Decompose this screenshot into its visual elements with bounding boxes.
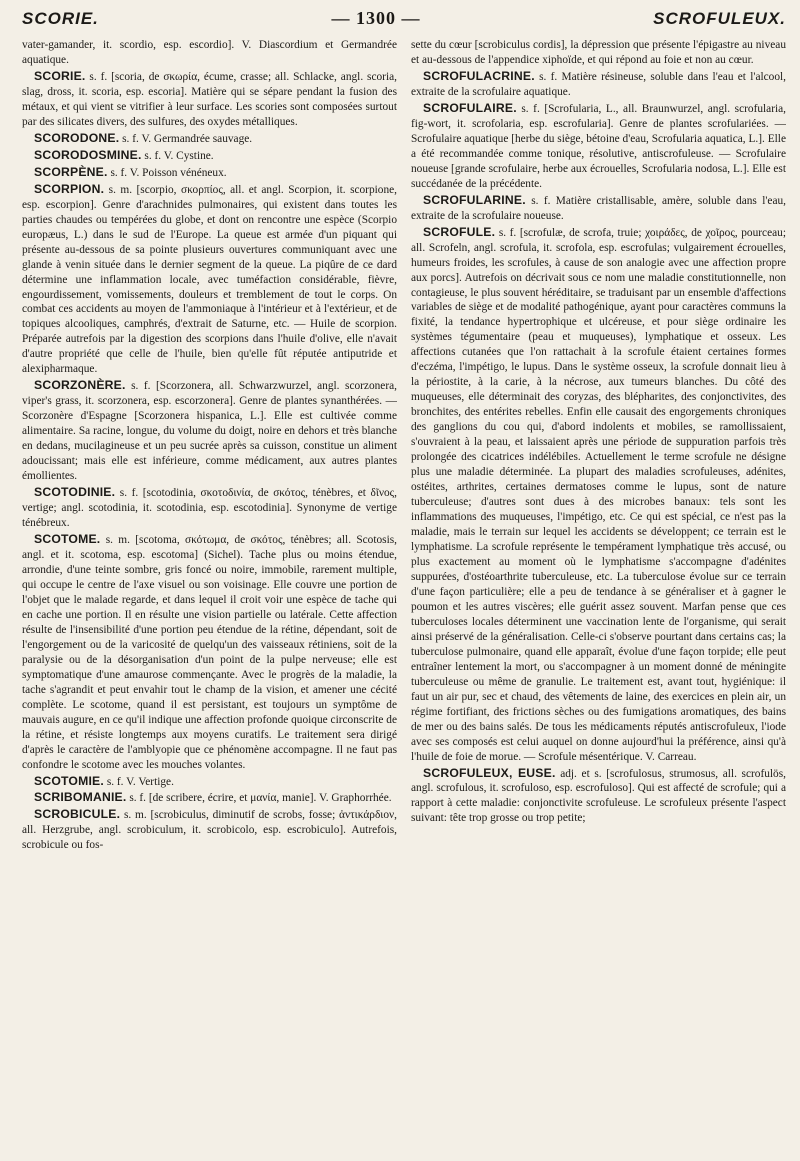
- entry-text: vater-gamander, it. scordio, esp. escordio]. V. Diascordium et Germandrée aquatique.: [22, 39, 397, 66]
- dictionary-entry: [22, 789, 397, 806]
- entry-text: s. f. Matière cristallisable, amère, soluble dans l'eau, extraite de la scrofulaire noueuse.: [411, 194, 786, 222]
- dictionary-entry: [22, 147, 397, 164]
- entry-headword: SCOTODINIE.: [34, 485, 116, 500]
- entry-headword: SCORODOSMINE.: [34, 147, 142, 162]
- entry-text: s. f. [scotodinia, σκοτοδινία, de σκότος, ténèbres, et δῖνος, vertige; angl. scotodinia, it. scotodinia, esp. escotodinia]. Synonyme de vertige ténébreux.: [22, 487, 397, 530]
- dictionary-entry: [411, 765, 786, 827]
- entry-headword: SCROFULAIRE.: [423, 100, 517, 115]
- header-left-word: SCORIE.: [22, 9, 99, 28]
- entry-headword: SCORZONÈRE.: [34, 378, 126, 393]
- dictionary-entry: [22, 484, 397, 531]
- dictionary-entry: [411, 192, 786, 224]
- entry-text: s. f. [scrofulæ, de scrofa, truie; χοιράδες, de χοῖρος, pourceau; all. Scrofeln, angl. scrofula, it. scrofola, esp. escrofulas; vulgairement écrouelles, humeurs froides, les scrofules, à cause de son analogie avec une affection propre aux porcs]. Autrefois on décrivait sous ce nom une maladie constitutionnelle, non contagieuse, le plus souvent héréditaire, se traduisant par un ensemble d'affections variables de siège et de modalité pathogénique, ayant pour caractères communs la fixité, la tendance hypertrophique et ulcéreuse, et pour siège ordinaire les systèmes tégumentaire (peau et muqueuses), lymphatique et osseux. Les affections cutanées que l'on rattachait à la scrofule étaient certaines formes d'eczéma, l'impétigo, le lupus. Dans le système osseux, la scrofule donnait lieu à la périostite, à la carie, à la nécrose, aux tumeurs blanches. Du côté des muqueuses, elle déterminait des coryzas, des blépharites, des conjonctivites, des bronchites, des entérites rebelles. Enfin elle causait des engorgements chroniques des ganglions du cou qui, d'abord indolents et mobiles, se ramollissaient, s'ouvraient à la peau, et laissaient après une période de suppuration parfois très prolongée des cicatrices indélébiles. Actuellement le terme scrofule ne désigne plus une maladie déterminée. La plupart des maladies scrofuleuses, adénites, ostéites, arthrites, certaines dermatoses comme le lupus, sont de nature tuberculeuse; d'autres sont dues à des microbes banaux: tels sont les inflammations des muqueuses, l'impétigo, etc. Ce qui est spécial, ce n'est pas la maladie, mais le terrain sur lequel les accidents se développent; ce terrain est le lymphatisme. La scrofule représente le tempérament lymphatique très accusé, ou plus exactement au moment où le lymphatisme s'accompagne d'adénites suppurées, d'ostéoarthrite tuberculeuse, etc. La tuberculose évolue sur ce terrain d'une façon particulière; elle a peu de tendance à se généraliser et à gagner le poumon et les autres viscères; elle guérit assez souvent. Marfan pense que ces tuberculoses locales déterminent une vaccination lente de l'organisme, qui serait ainsi préservé de la généralisation. Celle-ci s'observe pourtant dans certains cas; la tuberculose pulmonaire, quand elle apparaît, évolue d'une façon torpide; elle peut entraîner lentement la mort, ou s'accompagner à un moment donné de méningite tuberculeuse ou même de granulie. Le traitement est, avant tout, hygiénique: il faut un air pur, sec et chaud, des vêtements de laine, des exercices en plein air, un régime fortifiant, des frictions sèches ou des fumigations aromatiques, des bains de mer ou des bains salés. De tous les médicaments réputés antiscrofuleux, l'iode avec ses composés est celui auquel on donne aujourd'hui la préférence, ainsi qu'à l'huile de foie de morue. — Scrofule mésentérique. V. Carreau.: [411, 226, 786, 763]
- header-right-word: SCROFULEUX.: [653, 9, 786, 28]
- entry-headword: SCRIBOMANIE.: [34, 790, 127, 805]
- entry-text: s. m. [scotoma, σκότωμα, de σκότος, ténèbres; all. Scotosis, angl. et it. scotoma, esp. escotoma] (Sichel). Tache plus ou moins étendue, arrondie, d'une teinte sombre, gris foncé ou noire, immobile, rarement multiple, qui occupe le centre de l'axe visuel ou son voisinage. Elle couvre une portion de l'objet que le malade regarde, et dans lequel il croit voir une espèce de tache qui en cache une portion. Il en résulte une vision partielle ou latérale. Cette affection résulte de l'insensibilité d'une portion peu étendue de la rétine, dépendant, soit de l'engorgement ou de la varicosité de quelqu'un des vaisseaux rétiniens, soit de la paralysie ou de la désorganisation d'un point de la pulpe nerveuse; elle est symptomatique d'une amaurose commençante. Avec le progrès de la maladie, la tache s'agrandit et peut envahir tout le champ de la vision, et amener une cécité complète. Le scotome, quand il est persistant, est toujours un symptôme de mauvais augure, en ce qu'il indique une affection profonde quoique circonscrite de la rétine, et résiste longtemps aux moyens curatifs. Le traitement sera dirigé d'après le caractère de l'amblyopie que ce phénomène accompagne. Il ne faut pas confondre le scotome avec les mouches volantes.: [22, 534, 397, 771]
- entry-headword: SCORIE.: [34, 68, 86, 83]
- entry-headword: SCROFULARINE.: [423, 192, 526, 207]
- entry-text: adj. et s. [scrofulosus, strumosus, all. scrofulös, angl. scrofulous, it. scrofuloso, esp. escrofuloso]. Qui est affecté de scrofule; qui a rapport à cette maladie: conjonctivite scrofuleuse. Le scrofuleux présente l'aspect suivant: tête trop grosse ou trop petite;: [411, 767, 786, 825]
- entry-text: sette du cœur [scrobiculus cordis], la dépression que présente l'épigastre au niveau et au-dessous de l'appendice xiphoïde, et qui répond au foie et non au cœur.: [411, 39, 786, 66]
- dictionary-entry: [22, 773, 397, 790]
- dictionary-entry: [411, 224, 786, 765]
- entry-text: s. f. [Scrofularia, L., all. Braunwurzel, angl. scrofularia, fig-wort, it. scrofolaria, esp. escrofularia]. Genre de plantes scrofulariées. — Scrofulaire aquatique [herbe du siège, bétoine d'eau, Scrofularia aquatica, L.]. Elle a été recommandée comme tonique, résolutive, antiscrofuleuse. — Scrofulaire noueuse [grande scrofulaire, herbe aux écrouelles, Scrofularia nodosa, L.]. Elle est succédanée de la précédente.: [411, 102, 786, 190]
- entry-headword: SCROFULACRINE.: [423, 68, 535, 83]
- dictionary-entry: [22, 181, 397, 378]
- entry-text: s. f. Matière résineuse, soluble dans l'eau et l'alcool, extraite de la scrofulaire aquatique.: [411, 70, 786, 98]
- dictionary-entry: [411, 68, 786, 100]
- entry-headword: SCROFULEUX, EUSE.: [423, 765, 556, 780]
- entry-headword: SCORPION.: [34, 181, 105, 196]
- entry-text: s. f. [de scribere, écrire, et μανία, manie]. V. Graphorrhée.: [129, 792, 392, 805]
- left-column: [22, 38, 397, 1156]
- dictionary-entry: [22, 130, 397, 147]
- entry-headword: SCOTOMIE.: [34, 773, 104, 788]
- entry-text: s. f. [Scorzonera, all. Schwarzwurzel, angl. scorzonera, viper's grass, it. scorzonera, esp. escorzonera]. Genre de plantes synanthérées. — Scorzonère d'Espagne [Scorzonera hispanica, L.]. Elle est cultivée comme alimentaire. Sa racine, longue, du volume du doigt, noire en dehors et très blanche en dedans, mucilagineuse et un peu sucrée après sa cuisson, constitue un aliment adoucissant; mais elle est inférieure, comme médicament, aux autres plantes émollientes.: [22, 380, 397, 483]
- dictionary-entry: [22, 164, 397, 181]
- page-header: [22, 8, 786, 38]
- entry-text: s. m. [scorpio, σκορπίος, all. et angl. Scorpion, it. scorpione, esp. escorpion]. Genre d'arachnides pulmonaires, qui existent dans toutes les parties chaudes ou tempérées du globe, et dont on rencontre une espèce (Scorpio europæus, L.) dans le sud de l'Europe. La queue est armée d'un piquant qui présente au-dessous de sa pointe plusieurs ouvertures communiquant avec une glande à venin située dans le dernier segment de la queue. La piqûre de ce dard détermine une inflammation locale, avec tuméfaction considérable, fièvre, engourdissement, vomissements, douleurs et tremblement de tout le corps. On combat ces accidents au moyen de l'ammoniaque à l'intérieur et à l'extérieur, et de topiques alcooliques, camphrés, d'extrait de Saturne, etc. — Huile de scorpion. Préparée autrefois par la digestion des scorpions dans l'huile d'olive, elle n'avait d'autre propriété que celle de l'huile, bien qu'elle fût réputée antiputride et alexipharmaque.: [22, 183, 397, 376]
- entry-text: s. f. V. Cystine.: [144, 149, 214, 162]
- entry-headword: SCORPÈNE.: [34, 164, 108, 179]
- dictionary-entry: [22, 377, 397, 484]
- dictionary-entry: [22, 68, 397, 130]
- entry-headword: SCORODONE.: [34, 130, 120, 145]
- entry-text: s. f. V. Poisson vénéneux.: [110, 166, 227, 179]
- entry-headword: SCROFULE.: [423, 224, 496, 239]
- entry-continuation: [411, 38, 786, 68]
- page-number: — 1300 —: [331, 8, 421, 28]
- text-columns: [22, 38, 786, 1156]
- entry-headword: SCOTOME.: [34, 532, 101, 546]
- dictionary-entry: [411, 100, 786, 192]
- right-column: [411, 38, 786, 1156]
- entry-text: s. f. V. Germandrée sauvage.: [122, 132, 253, 145]
- entry-text: s. f. V. Vertige.: [106, 775, 174, 788]
- dictionary-entry: [22, 531, 397, 773]
- entry-continuation: [22, 38, 397, 68]
- dictionary-entry: [22, 806, 397, 853]
- entry-text: s. f. [scoria, de σκωρία, écume, crasse; all. Schlacke, angl. scoria, slag, dross, it. scoria, esp. escoria]. Matière qui se sépare pendant la fusion des métaux, et qui vient se vitrifier à leur surface. Les scories sont composées surtout par des silicates divers, des sulfures, des oxydes métalliques.: [22, 70, 397, 128]
- entry-text: s. m. [scrobiculus, diminutif de scrobs, fosse; ἀντικάρδιον, all. Herzgrube, angl. scrobiculum, it. scrobicolo, esp. escrobiculo]. Autrefois, scrobicule ou fos-: [22, 809, 397, 852]
- entry-headword: SCROBICULE.: [34, 807, 121, 822]
